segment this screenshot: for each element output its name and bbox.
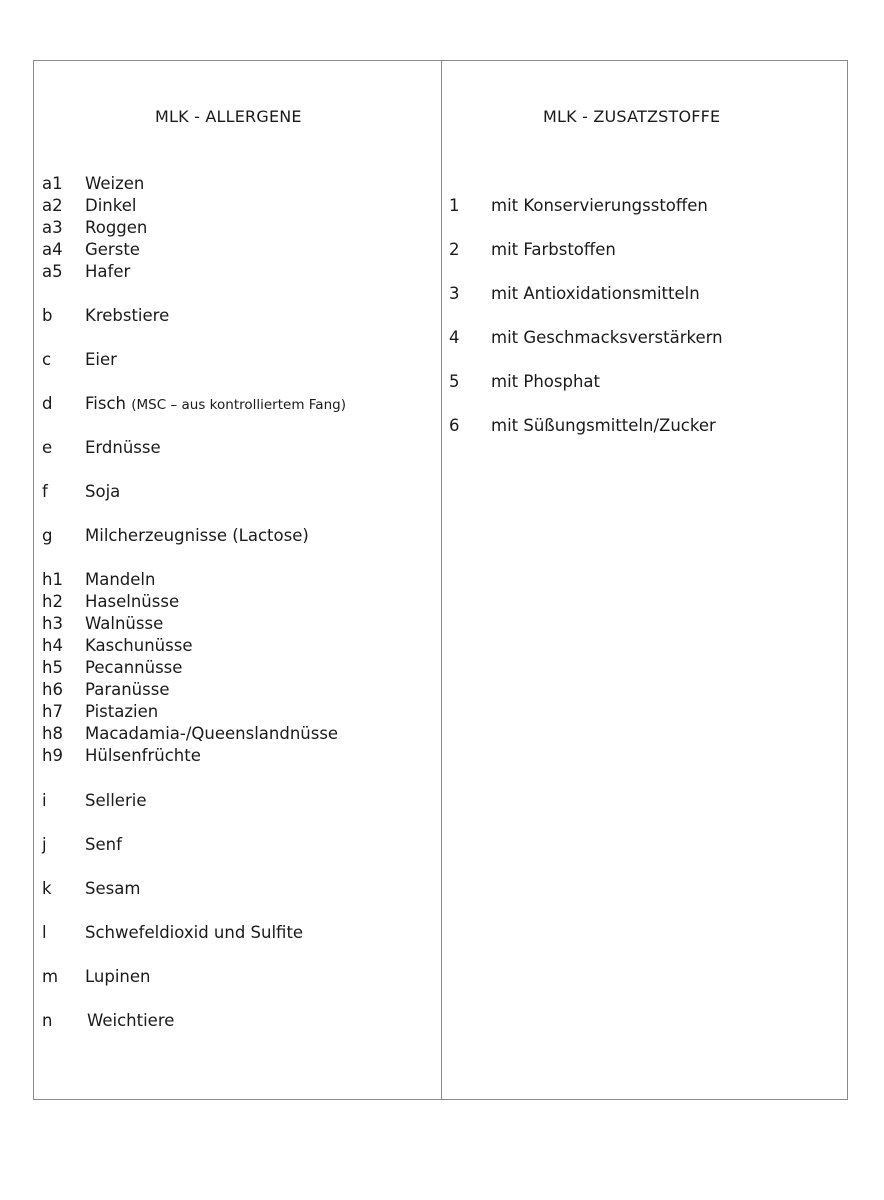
item-label: Hülsenfrüchte	[85, 746, 201, 765]
item-label: Walnüsse	[85, 614, 164, 633]
item-label: Soja	[85, 482, 121, 501]
item-code: 4	[449, 328, 460, 347]
item-code: 6	[449, 416, 460, 435]
item-code: j	[42, 835, 47, 854]
item-code: h3	[42, 614, 63, 633]
item-label: Erdnüsse	[85, 438, 161, 457]
item-label: Pistazien	[85, 702, 159, 721]
item-label: Sellerie	[85, 791, 147, 810]
item-code: b	[42, 306, 53, 325]
item-code: g	[42, 526, 53, 545]
item-code: 1	[449, 196, 460, 215]
item-label: Eier	[85, 350, 117, 369]
item-code: i	[42, 791, 47, 810]
item-code: h9	[42, 746, 63, 765]
item-label: Senf	[85, 835, 122, 854]
item-label: Hafer	[85, 262, 131, 281]
item-label: mit Geschmacksverstärkern	[491, 328, 723, 347]
item-label: Mandeln	[85, 570, 156, 589]
item-label: Roggen	[85, 218, 148, 237]
item-label: mit Süßungsmitteln/Zucker	[491, 416, 716, 435]
item-code: a3	[42, 218, 63, 237]
item-code: a4	[42, 240, 63, 259]
item-code: a5	[42, 262, 63, 281]
item-label: Kaschunüsse	[85, 636, 193, 655]
item-note: (MSC – aus kontrolliertem Fang)	[131, 397, 346, 413]
item-code: h8	[42, 724, 63, 743]
item-label: Macadamia-/Queenslandnüsse	[85, 724, 339, 743]
allergens-title: MLK - ALLERGENE	[155, 107, 302, 126]
item-code: k	[42, 879, 52, 898]
item-code: a1	[42, 174, 63, 193]
item-label: Pecannüsse	[85, 658, 183, 677]
item-code: l	[42, 923, 47, 942]
item-code: h2	[42, 592, 63, 611]
item-label: mit Antioxidationsmitteln	[491, 284, 700, 303]
item-label: Lupinen	[85, 967, 151, 986]
item-label: Haselnüsse	[85, 592, 180, 611]
item-code: h7	[42, 702, 63, 721]
item-label: Weichtiere	[87, 1011, 175, 1030]
item-code: a2	[42, 196, 63, 215]
item-code: m	[42, 967, 59, 986]
item-code: h5	[42, 658, 63, 677]
item-label: mit Konservierungsstoffen	[491, 196, 708, 215]
item-code: c	[42, 350, 52, 369]
item-code: e	[42, 438, 53, 457]
item-label: Fisch	[85, 394, 127, 413]
item-label: Gerste	[85, 240, 140, 259]
column-divider	[441, 61, 442, 1099]
item-label: mit Phosphat	[491, 372, 600, 391]
item-label: Paranüsse	[85, 680, 170, 699]
item-label: Dinkel	[85, 196, 137, 215]
item-code: 2	[449, 240, 460, 259]
item-code: d	[42, 394, 53, 413]
item-code: h6	[42, 680, 63, 699]
legend-table	[33, 60, 848, 1100]
item-label: mit Farbstoffen	[491, 240, 616, 259]
item-code: h4	[42, 636, 63, 655]
item-code: f	[42, 482, 48, 501]
item-code: h1	[42, 570, 63, 589]
item-code: 3	[449, 284, 460, 303]
item-label: Krebstiere	[85, 306, 170, 325]
item-label: Weizen	[85, 174, 145, 193]
item-label: Schwefeldioxid und Sulfite	[85, 923, 304, 942]
additives-title: MLK - ZUSATZSTOFFE	[543, 107, 721, 126]
item-code: 5	[449, 372, 460, 391]
item-code: n	[42, 1011, 53, 1030]
item-label: Sesam	[85, 879, 141, 898]
item-label: Milcherzeugnisse (Lactose)	[85, 526, 309, 545]
